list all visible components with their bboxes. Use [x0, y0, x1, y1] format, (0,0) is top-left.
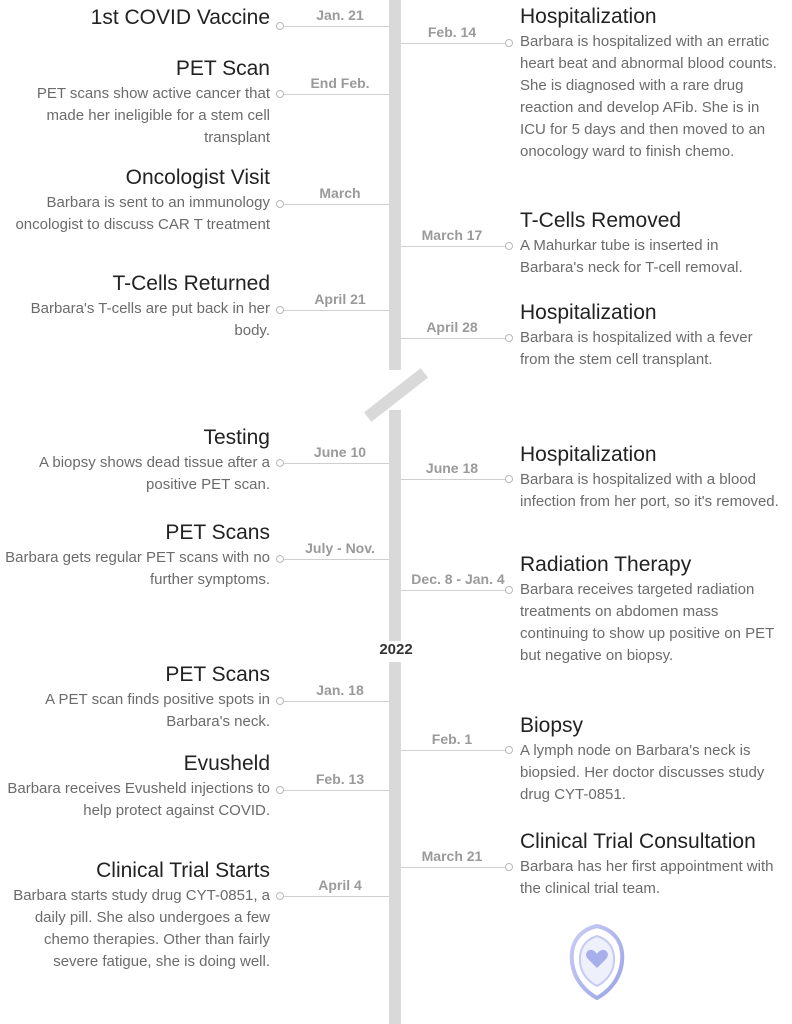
- right-event-hospitalization-april: [520, 301, 782, 371]
- event-description: Barbara starts study drug CYT-0851, a daily pill. She also undergoes a few chemo therapies. Other than fairly severe fatigue, she is doing well.: [13, 887, 270, 970]
- event-date: April 4: [318, 877, 362, 893]
- event-dot: [276, 459, 284, 467]
- right-event-t-cells-removed: [520, 209, 782, 279]
- event-title: Clinical Trial Starts: [96, 859, 270, 882]
- heart-shield-icon: [566, 922, 628, 1007]
- event-connector: [401, 590, 506, 591]
- event-connector: [284, 204, 389, 205]
- event-dot: [505, 242, 513, 250]
- event-connector: [401, 338, 506, 339]
- event-description: Barbara is hospitalized with a fever from the stem cell transplant.: [520, 329, 753, 368]
- event-description: A Mahurkar tube is inserted in Barbara's neck for T-cell removal.: [520, 237, 743, 276]
- left-event-oncologist-visit: [0, 166, 270, 236]
- event-date: March 17: [421, 227, 483, 243]
- event-dot: [276, 892, 284, 900]
- event-description: Barbara is sent to an immunology oncologist to discuss CAR T treatment: [15, 194, 270, 233]
- event-connector: [284, 94, 389, 95]
- event-description: Barbara is hospitalized with a blood infection from her port, so it's removed.: [520, 471, 779, 510]
- event-dot: [505, 334, 513, 342]
- event-connector: [284, 896, 389, 897]
- right-event-clinical-trial-consultation: [520, 830, 782, 900]
- event-date: Dec. 8 - Jan. 4: [411, 571, 505, 587]
- event-description: Barbara gets regular PET scans with no further symptoms.: [5, 549, 270, 588]
- event-connector: [284, 790, 389, 791]
- left-event-testing: [0, 426, 270, 496]
- event-connector: [284, 559, 389, 560]
- event-description: A PET scan finds positive spots in Barbara's neck.: [45, 691, 270, 730]
- event-title: 1st COVID Vaccine: [90, 6, 270, 29]
- event-title: Testing: [203, 426, 270, 449]
- event-connector: [284, 701, 389, 702]
- event-title: T-Cells Removed: [520, 209, 682, 232]
- event-description: Barbara's T-cells are put back in her body.: [30, 300, 270, 339]
- event-title: Hospitalization: [520, 5, 657, 28]
- event-dot: [505, 39, 513, 47]
- event-date: End Feb.: [310, 75, 370, 91]
- right-event-hospitalization-feb: [520, 5, 782, 163]
- event-title: Clinical Trial Consultation: [520, 830, 756, 853]
- event-description: Barbara has her first appointment with the clinical trial team.: [520, 858, 774, 897]
- event-dot: [276, 697, 284, 705]
- event-description: A biopsy shows dead tissue after a positive PET scan.: [39, 454, 270, 493]
- event-dot: [276, 90, 284, 98]
- right-event-biopsy: [520, 714, 782, 806]
- event-connector: [401, 246, 506, 247]
- event-connector: [284, 463, 389, 464]
- event-title: Evusheld: [183, 752, 270, 775]
- timeline-spine-middle: [389, 410, 401, 642]
- event-connector: [401, 867, 506, 868]
- event-dot: [276, 22, 284, 30]
- event-title: Oncologist Visit: [125, 166, 270, 189]
- event-description: Barbara is hospitalized with an erratic heart beat and abnormal blood counts. She is diagnosed with a rare drug reaction and develop AFib. She is in ICU for 5 days and then moved to an onocology ward to finish chemo.: [520, 33, 777, 160]
- event-dot: [276, 200, 284, 208]
- event-dot: [505, 863, 513, 871]
- event-date: April 21: [314, 291, 366, 307]
- event-dot: [505, 586, 513, 594]
- event-date: March 21: [421, 848, 483, 864]
- event-connector: [401, 750, 506, 751]
- event-description: Barbara receives targeted radiation treatments on abdomen mass continuing to show up positive on PET but negative on biopsy.: [520, 581, 775, 664]
- event-title: Hospitalization: [520, 301, 657, 324]
- event-connector: [401, 43, 506, 44]
- event-date: June 10: [313, 444, 367, 460]
- event-date: Jan. 18: [316, 682, 364, 698]
- event-date: Feb. 1: [431, 731, 473, 747]
- event-title: PET Scan: [175, 57, 270, 80]
- event-title: Hospitalization: [520, 443, 657, 466]
- event-date: Feb. 13: [315, 771, 365, 787]
- left-event-pet-scan: [0, 57, 270, 149]
- event-date: June 18: [425, 460, 479, 476]
- right-event-hospitalization-june: [520, 443, 782, 513]
- event-dot: [276, 306, 284, 314]
- event-date: Feb. 14: [427, 24, 477, 40]
- right-event-radiation-therapy: [520, 553, 782, 667]
- left-event-1st-covid-vaccine: [91, 6, 270, 30]
- event-date: Jan. 21: [316, 7, 364, 23]
- event-dot: [505, 746, 513, 754]
- left-event-evusheld: [0, 752, 270, 822]
- event-date: March: [319, 185, 361, 201]
- event-dot: [276, 786, 284, 794]
- event-description: PET scans show active cancer that made her ineligible for a stem cell transplant: [36, 85, 270, 146]
- timeline-spine-lower: [389, 662, 401, 1024]
- left-event-t-cells-returned: [0, 272, 270, 342]
- event-connector: [284, 310, 389, 311]
- event-title: PET Scans: [165, 663, 270, 686]
- event-title: Biopsy: [520, 714, 584, 737]
- event-connector: [401, 479, 506, 480]
- event-dot: [276, 555, 284, 563]
- event-description: A lymph node on Barbara's neck is biopsied. Her doctor discusses study drug CYT-0851.: [520, 742, 765, 803]
- event-date: July - Nov.: [305, 540, 375, 556]
- event-title: T-Cells Returned: [112, 272, 270, 295]
- event-dot: [505, 475, 513, 483]
- event-title: Radiation Therapy: [520, 553, 692, 576]
- left-event-clinical-trial-starts: [0, 859, 270, 973]
- left-event-pet-scans-july: [0, 521, 270, 591]
- event-title: PET Scans: [165, 521, 270, 544]
- event-connector: [284, 26, 389, 27]
- year-marker: 2022: [368, 641, 424, 658]
- left-event-pet-scans-jan: [0, 663, 270, 733]
- event-description: Barbara receives Evusheld injections to help protect against COVID.: [7, 780, 270, 819]
- timeline-spine-upper: [389, 0, 401, 370]
- event-date: April 28: [426, 319, 478, 335]
